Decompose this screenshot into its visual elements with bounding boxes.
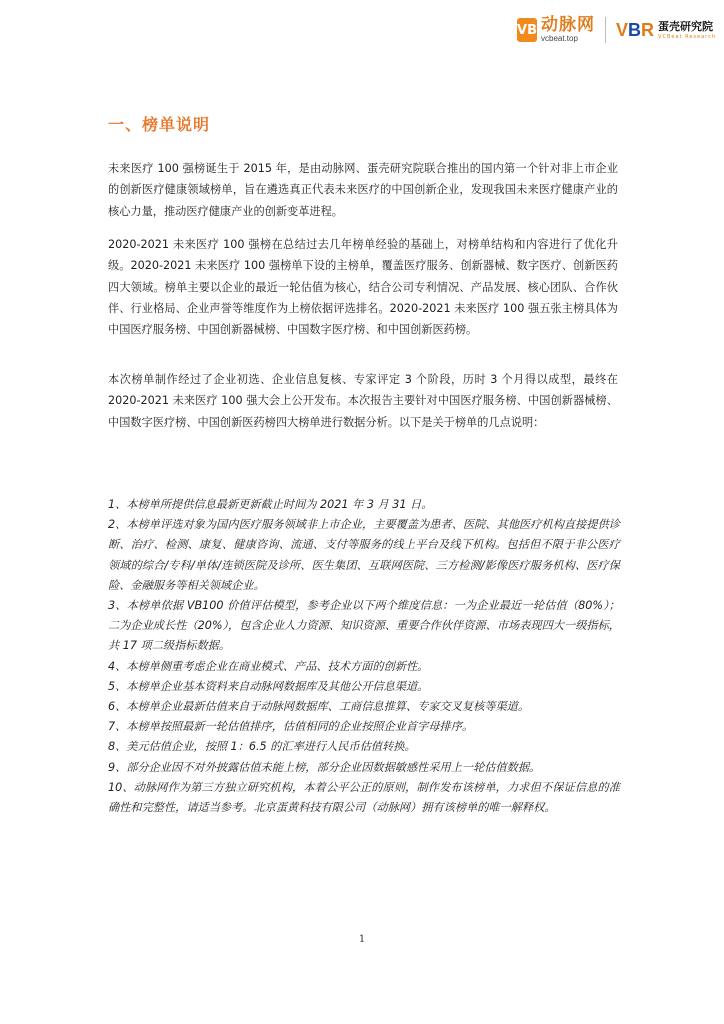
page-header (517, 10, 716, 50)
intro-paragraph-2: 2020-2021 未来医疗 100 强榜在总结过去几年榜单经验的基础上，对榜单结构和内容进行了优化升级。2020-2021 未来医疗 100 强榜单下设的主榜单，覆盖医疗服务、创新器械、数字医疗、创新医药四大领域。榜单主要以企业的最近一轮估值为核心，结合公司专利情况、产品发展、核心团队、合作伙伴、行业格局、企业声誉等维度作为上榜依据评选排名。2020-2021 未来医疗 100 强五张主榜具体为中国医疗服务榜、中国创新器械榜、中国数字医疗榜、和中国创新医药榜。 (108, 238, 618, 337)
page-number: 1 (358, 934, 366, 945)
logo-divider (605, 17, 606, 43)
note-item: 3、本榜单依据 VB100 价值评估模型，参考企业以下两个维度信息：一为企业最近一轮估值（80%）；二为企业成长性（20%），包含企业人力资源、知识资源、重要合作伙伴资源、市场表现四大一级指标，共 17 项二级指标数据。 (108, 599, 620, 653)
intro-paragraph-3: 本次榜单制作经过了企业初选、企业信息复核、专家评定 3 个阶段，历时 3 个月得以成型，最终在 2020-2021 未来医疗 100 强大会上公开发布。本次报告主要针对中国医疗服务榜、中国创新器械榜、中国数字医疗榜、中国创新医药榜四大榜单进行数据分析。以下是关于榜单的几点说明： (108, 373, 618, 429)
note-item: 7、本榜单按照最新一轮估值排序，估值相同的企业按照企业首字母排序。 (108, 720, 474, 734)
notes-list (108, 495, 620, 818)
section-title: 一、榜单说明 (108, 115, 211, 134)
note-item: 2、本榜单评选对象为国内医疗服务领域非上市企业，主要覆盖为患者、医院、其他医疗机构直接提供诊断、治疗、检测、康复、健康咨询、流通、支付等服务的线上平台及线下机构。包括但不限于非公医疗领域的综合/专科/单体/连锁医院及诊所、医生集团、互联网医院、三方检测/影像医疗服务机构、医疗保险、金融服务等相关领域企业。 (108, 518, 620, 592)
vbr-logo (616, 20, 716, 41)
note-item: 1、本榜单所提供信息最新更新截止时间为 2021 年 3 月 31 日。 (108, 498, 433, 511)
note-item: 9、部分企业因不对外披露估值未能上榜，部分企业因数据敏感性采用上一轮估值数据。 (108, 760, 541, 774)
intro-paragraph-1: 未来医疗 100 强榜诞生于 2015 年，是由动脉网、蛋壳研究院联合推出的国内第一个针对非上市企业的创新医疗健康领域榜单，旨在遴选真正代表未来医疗的中国创新企业，发现我国未来医疗健康产业的核心力量，推动医疗健康产业的创新变革进程。 (108, 162, 618, 218)
vcbeat-logo-mark: VB (517, 18, 537, 42)
note-item: 10、动脉网作为第三方独立研究机构，本着公平公正的原则，制作发布该榜单，力求但不保证信息的准确性和完整性，请适当参考。北京蛋黄科技有限公司（动脉网）拥有该榜单的唯一解释权。 (108, 780, 620, 815)
note-item: 5、本榜单企业基本资料来自动脉网数据库及其他公开信息渠道。 (108, 679, 429, 693)
vcbeat-logo (517, 17, 595, 43)
vbr-logo-mark: VBR (616, 19, 655, 40)
vbr-logo-cn: 蛋壳研究院 (658, 19, 714, 33)
note-item: 8、美元估值企业，按照 1：6.5 的汇率进行人民币估值转换。 (108, 740, 416, 754)
note-item: 6、本榜单企业最新估值来自于动脉网数据库、工商信息推算、专家交叉复核等渠道。 (108, 700, 530, 714)
vcbeat-logo-cn: 动脉网 (541, 15, 596, 35)
vbr-logo-sub: VCBeat Research (658, 33, 716, 40)
note-item: 4、本榜单侧重考虑企业在商业模式、产品、技术方面的创新性。 (108, 659, 429, 673)
vcbeat-logo-en: vcbeat.top (541, 34, 578, 43)
